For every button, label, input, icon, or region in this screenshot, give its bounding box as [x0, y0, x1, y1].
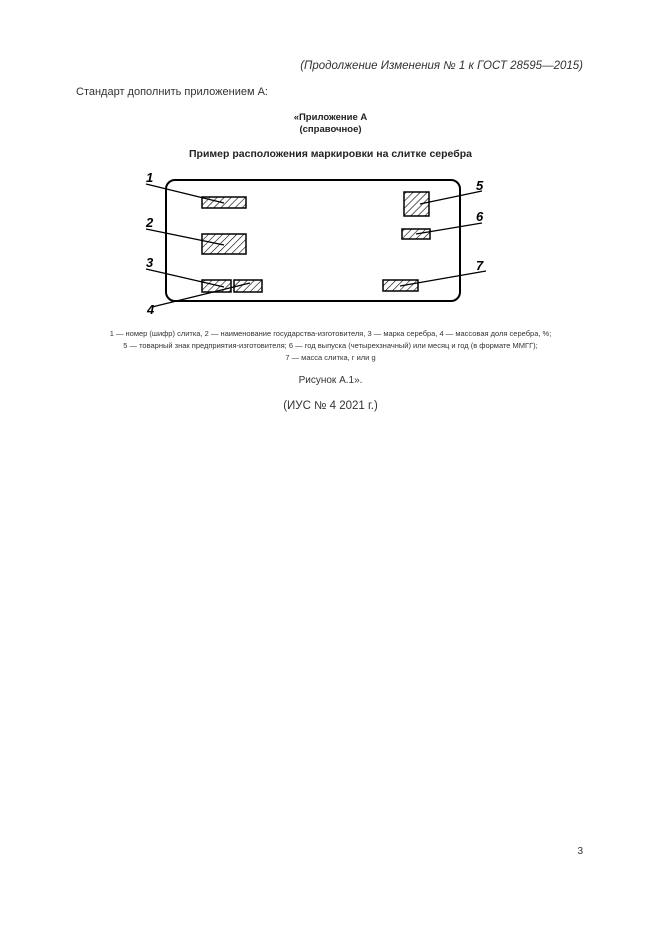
ingot-marking-diagram — [140, 168, 500, 318]
figure-legend — [0, 328, 661, 364]
callout-4: 4 — [147, 302, 155, 317]
appendix-subtitle: (справочное) — [299, 124, 362, 135]
callout-6: 6 — [476, 209, 484, 224]
callout-3: 3 — [146, 255, 154, 270]
intro-text: Стандарт дополнить приложением А: — [76, 86, 268, 98]
figure-caption: Рисунок А.1». — [298, 375, 363, 386]
ius-reference: (ИУС № 4 2021 г.) — [283, 400, 378, 412]
marking-5-trademark — [404, 192, 429, 216]
appendix-heading — [0, 112, 661, 136]
marking-3-grade — [202, 280, 231, 292]
callout-1: 1 — [146, 170, 154, 185]
callout-5: 5 — [476, 178, 484, 193]
amendment-header-note: (Продолжение Изменения № 1 к ГОСТ 28595—2015) — [300, 60, 583, 72]
legend-line-3: 7 — масса слитка, г или g — [285, 353, 376, 362]
callout-2: 2 — [146, 215, 154, 230]
callout-7: 7 — [476, 258, 484, 273]
appendix-title: «Приложение А — [293, 112, 368, 123]
marking-2-state — [202, 234, 246, 254]
legend-line-2: 5 — товарный знак предприятия-изготовителя; 6 — год выпуска (четырехзначный) или месяц и год (в формате ММГГ); — [123, 341, 538, 350]
figure-title: Пример расположения маркировки на слитке серебра — [189, 148, 472, 160]
page-number: 3 — [577, 846, 583, 857]
legend-line-1: 1 — номер (шифр) слитка, 2 — наименование государства-изготовителя, 3 — марка серебра, 4 — массовая доля серебра, %; — [109, 329, 552, 338]
